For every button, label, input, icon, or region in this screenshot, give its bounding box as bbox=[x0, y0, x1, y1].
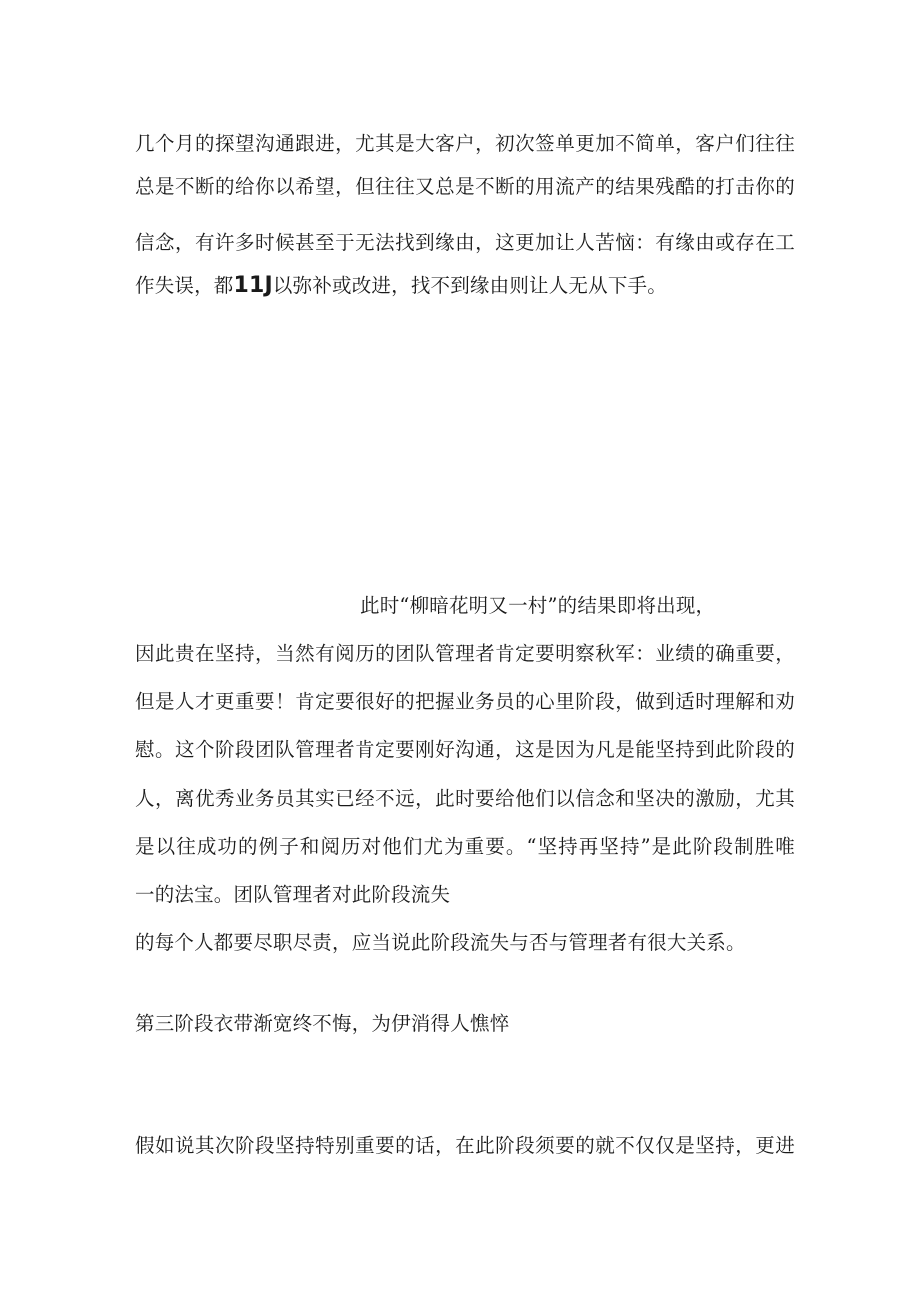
paragraph-1-line-1: 几个月的探望沟通跟进，尤其是大客户，初次签单更加不简单，客户们往往 bbox=[135, 132, 795, 155]
paragraph-1-line-2: 总是不断的给你以希望，但往往又总是不断的用流产的结果残酷的打击你的 bbox=[135, 175, 795, 198]
paragraph-1-line-3: 信念，有许多时候甚至于无法找到缘由，这更加让人苦恼：有缘由或存在工 bbox=[135, 231, 795, 254]
paragraph-1-line-4 bbox=[135, 272, 795, 300]
paragraph-2-line-4: 人，离优秀业务员其实已经不远，此时要给他们以信念和坚决的激励，尤其 bbox=[135, 787, 795, 810]
paragraph-2-line-7: 的每个人都要尽职尽责，应当说此阶段流失与否与管理者有很大关系。 bbox=[135, 931, 746, 954]
paragraph-2-line-2: 但是人才更重要！肯定要很好的把握业务员的心里阶段，做到适时理解和劝 bbox=[135, 690, 795, 713]
ocr-artifact-mark: 11J bbox=[233, 273, 273, 298]
paragraph-2-line-6: 一的法宝。团队管理者对此阶段流失 bbox=[135, 883, 451, 906]
paragraph-3-line-1: 假如说其次阶段坚持特别重要的话，在此阶段须要的就不仅仅是坚持，更进 bbox=[135, 1134, 795, 1157]
paragraph-1-line-4-text-b: 以弥补或改进，找不到缘由则让人无从下手。 bbox=[272, 274, 667, 297]
paragraph-2-lead: 此时“柳暗花明又一村”的结果即将出现， bbox=[360, 594, 716, 617]
section-heading-stage-3: 第三阶段衣带渐宽终不悔，为伊消得人憔悴 bbox=[135, 1012, 510, 1035]
paragraph-2-line-5: 是以往成功的例子和阅历对他们尤为重要。“坚持再坚持”是此阶段制胜唯 bbox=[135, 835, 795, 858]
paragraph-2-line-3: 慰。这个阶段团队管理者肯定要刚好沟通，这是因为凡是能坚持到此阶段的 bbox=[135, 738, 795, 761]
paragraph-1-line-4-text-a: 作失误，都 bbox=[135, 274, 234, 297]
paragraph-2-line-1: 因此贵在坚持，当然有阅历的团队管理者肯定要明察秋军：业绩的确重要， bbox=[135, 642, 795, 665]
